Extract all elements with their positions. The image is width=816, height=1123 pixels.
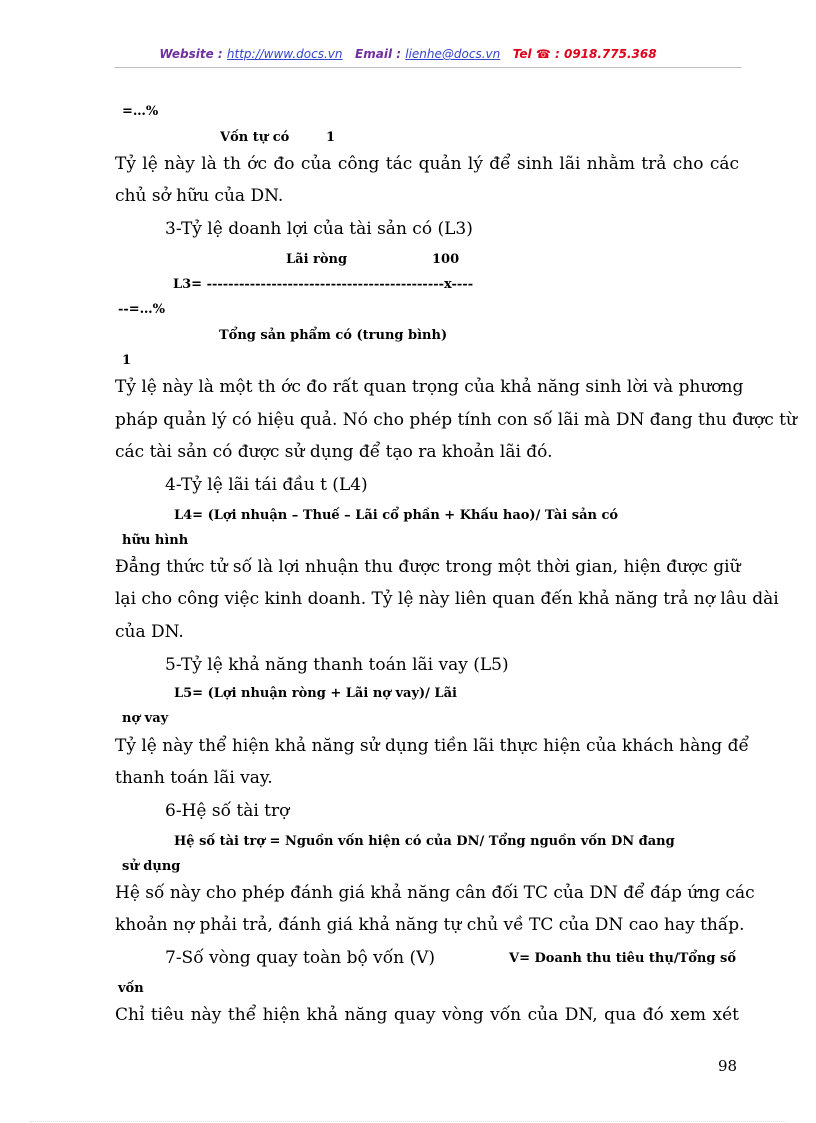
section-heading: 5-Tỷ lệ khả năng thanh toán lãi vay (L5): [165, 655, 509, 675]
formula-line: hữu hình: [122, 533, 189, 548]
paragraph-line: Đẳng thức tử số là lợi nhuận thu được trong một thời gian, hiện được giữ: [115, 557, 741, 577]
website-link[interactable]: http://www.docs.vn: [226, 47, 343, 61]
paragraph-line: chủ sở hữu của DN.: [115, 186, 284, 206]
paragraph-line: khoản nợ phải trả, đánh giá khả năng tự chủ về TC của DN cao hay thấp.: [115, 915, 745, 935]
formula-line: 100: [432, 252, 460, 267]
formula-line: vốn: [118, 981, 144, 996]
section-heading: 7-Số vòng quay toàn bộ vốn (V): [165, 948, 436, 968]
formula-line: 1: [326, 130, 336, 145]
formula-line: 1: [122, 353, 132, 368]
paragraph-line: Chỉ tiêu này thể hiện khả năng quay vòng vốn của DN, qua đó xem xét: [115, 1005, 739, 1025]
formula-line: Vốn tự có: [220, 130, 290, 145]
email-link[interactable]: lienhe@docs.vn: [405, 47, 501, 61]
paragraph-line: Tỷ lệ này thể hiện khả năng sử dụng tiền lãi thực hiện của khách hàng để: [115, 736, 749, 756]
page-number: 98: [718, 1057, 738, 1075]
paragraph-line: các tài sản có được sử dụng để tạo ra khoản lãi đó.: [115, 442, 553, 462]
tel-label: Tel ☎ :: [512, 47, 560, 61]
tel-value: 0918.775.368: [563, 47, 657, 61]
section-heading: 6-Hệ số tài trợ: [165, 801, 290, 821]
paragraph-line: Tỷ lệ này là một th ớc đo rất quan trọng của khả năng sinh lời và phương: [115, 377, 744, 397]
paragraph-line: pháp quản lý có hiệu quả. Nó cho phép tính con số lãi mà DN đang thu được từ: [115, 410, 797, 430]
formula-line: L5= (Lợi nhuận ròng + Lãi nợ vay)/ Lãi: [174, 686, 457, 701]
formula-line: Tổng sản phẩm có (trung bình): [219, 328, 448, 343]
section-heading: 3-Tỷ lệ doanh lợi của tài sản có (L3): [165, 219, 473, 239]
section-heading: 4-Tỷ lệ lãi tái đầu t (L4): [165, 475, 368, 495]
page-bottom-edge: [30, 1121, 786, 1122]
formula-line: Hệ số tài trợ = Nguồn vốn hiện có của DN/ Tổng nguồn vốn DN đang: [174, 834, 675, 849]
paragraph-line: lại cho công việc kinh doanh. Tỷ lệ này liên quan đến khả năng trả nợ lâu dài: [115, 589, 779, 609]
header-divider: [115, 67, 741, 68]
formula-line: nợ vay: [122, 711, 169, 726]
paragraph-line: của DN.: [115, 622, 184, 642]
formula-line: L3= --------------------------------------------x----: [173, 277, 474, 292]
formula-line: L4= (Lợi nhuận – Thuế – Lãi cổ phần + Khấu hao)/ Tài sản có: [174, 508, 619, 523]
formula-line: V= Doanh thu tiêu thụ/Tổng số: [509, 951, 736, 966]
formula-line: --=…%: [118, 302, 166, 317]
paragraph-line: Hệ số này cho phép đánh giá khả năng cân đối TC của DN để đáp ứng các: [115, 883, 755, 903]
page-header: [0, 47, 816, 61]
email-label: Email :: [355, 47, 402, 61]
formula-line: sử dụng: [122, 859, 181, 874]
paragraph-line: thanh toán lãi vay.: [115, 768, 273, 788]
paragraph-line: Tỷ lệ này là th ớc đo của công tác quản lý để sinh lãi nhằm trả cho các: [115, 154, 739, 174]
formula-line: Lãi ròng: [286, 252, 348, 267]
website-label: Website :: [159, 47, 223, 61]
formula-line: =…%: [122, 104, 159, 119]
